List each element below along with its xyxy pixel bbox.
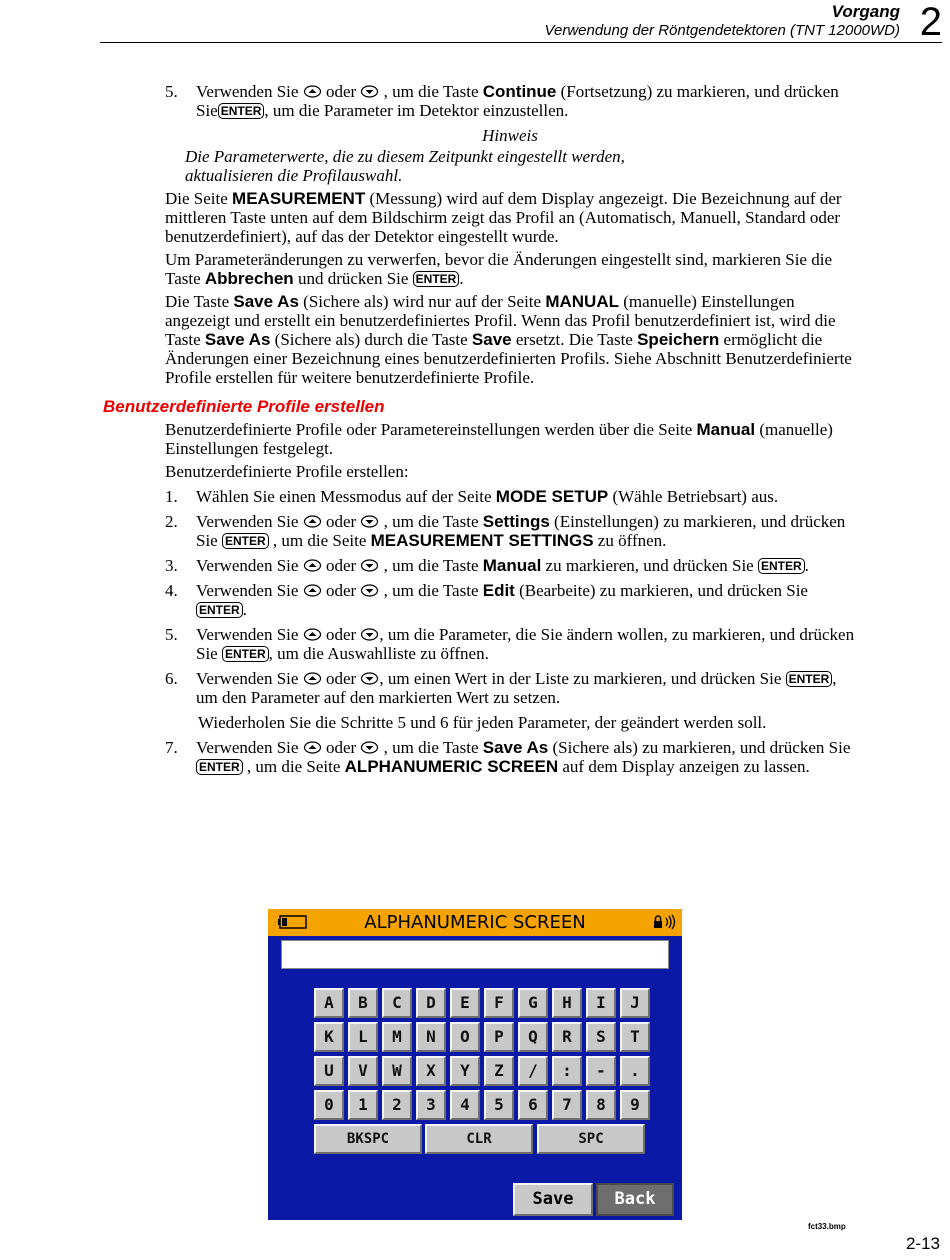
paragraph-discard: Um Parameteränderungen zu verwerfen, bevor die Änderungen eingestellt sind, markieren Sie die Taste Abbrechen und drücken Sie ENTER .	[165, 250, 833, 288]
alphanumeric-screen	[268, 909, 682, 1220]
keyboard-key[interactable]: 8	[586, 1090, 616, 1120]
paragraph-save-as: Die Taste Save As (Sichere als) wird nur auf der Seite MANUAL (manuelle) Einstellungen angezeigt und erstellt ein benutzerdefiniertes Profil. Wenn das Profil benutzerdefiniert ist, wird die Taste Save As (Sichere als) durch die Taste Save ersetzt. Die Taste Speichern ermöglicht die Änderungen einer Bezeichnung eines benutzerdefinierten Profils. Siehe Abschnitt Benutzerdefinierte Profile erstellen für weitere benutzerdefinierte Profile.	[165, 292, 852, 387]
keyboard-key[interactable]: N	[416, 1022, 446, 1052]
down-arrow-icon	[360, 672, 379, 685]
keyboard-key[interactable]: Q	[518, 1022, 548, 1052]
keyboard-key[interactable]: Y	[450, 1056, 480, 1086]
keyboard-key[interactable]: T	[620, 1022, 650, 1052]
clear-key[interactable]: CLR	[425, 1124, 533, 1154]
figure-id: fct33.bmp	[808, 1222, 846, 1231]
keyboard-key[interactable]: C	[382, 988, 412, 1018]
keyboard-key[interactable]: M	[382, 1022, 412, 1052]
page-number: 2-13	[905, 1234, 940, 1253]
down-arrow-icon	[360, 628, 379, 641]
step-1: 1. Wählen Sie einen Messmodus auf der Seite MODE SETUP (Wähle Betriebsart) aus.	[165, 487, 779, 506]
note-heading: Hinweis	[482, 126, 538, 145]
header-subtitle: Verwendung der Röntgendetektoren (TNT 12000WD)	[544, 22, 900, 39]
save-button[interactable]: Save	[513, 1183, 593, 1216]
step-5-continue: 5. Verwenden Sie oder , um die Taste Continue (Fortsetzung) zu markieren, und drücken Sie ENTER , um die Parameter im Detektor einzustellen.	[165, 82, 839, 120]
enter-key-icon: ENTER	[196, 602, 243, 618]
keyboard-key[interactable]: K	[314, 1022, 344, 1052]
up-arrow-icon	[303, 559, 322, 572]
keyboard-key[interactable]: 4	[450, 1090, 480, 1120]
keyboard-key[interactable]: .	[620, 1056, 650, 1086]
step-6: 6. Verwenden Sie oder , um einen Wert in der Liste zu markieren, und drücken Sie ENTER , um den Parameter auf den markierten Wert zu setzen.	[165, 669, 837, 707]
keyboard-key[interactable]: 6	[518, 1090, 548, 1120]
step-5: 5. Verwenden Sie oder , um die Parameter, die Sie ändern wollen, zu markieren, und drücken Sie ENTER , um die Auswahlliste zu öffnen.	[165, 625, 855, 663]
enter-key-icon: ENTER	[758, 558, 805, 574]
screen-title: ALPHANUMERIC SCREEN	[364, 912, 586, 933]
keyboard-key[interactable]: 2	[382, 1090, 412, 1120]
up-arrow-icon	[303, 85, 322, 98]
keyboard-key[interactable]: A	[314, 988, 344, 1018]
paragraph-measurement: Die Seite MEASUREMENT (Messung) wird auf dem Display angezeigt. Die Bezeichnung auf der mittleren Taste unten auf dem Bildschirm zeigt das Profil an (Automatisch, Manuell, Standard oder benutzerdefiniert), auf das der Detektor eingestellt wurde.	[165, 189, 842, 246]
keyboard-key[interactable]: W	[382, 1056, 412, 1086]
down-arrow-icon	[360, 584, 379, 597]
keyboard-key[interactable]: U	[314, 1056, 344, 1086]
keyboard-key[interactable]: S	[586, 1022, 616, 1052]
step-7: 7. Verwenden Sie oder , um die Taste Save As (Sichere als) zu markieren, und drücken Sie ENTER , um die Seite ALPHANUMERIC SCREEN auf dem Display anzeigen zu lassen.	[165, 738, 851, 776]
keyboard-key[interactable]: J	[620, 988, 650, 1018]
keyboard-key[interactable]: I	[586, 988, 616, 1018]
enter-key-icon: ENTER	[222, 533, 269, 549]
keyboard-key[interactable]: E	[450, 988, 480, 1018]
keyboard-key[interactable]: B	[348, 988, 378, 1018]
keyboard-key[interactable]: R	[552, 1022, 582, 1052]
step-3: 3. Verwenden Sie oder , um die Taste Manual zu markieren, und drücken Sie ENTER .	[165, 556, 809, 575]
keyboard-key[interactable]: 0	[314, 1090, 344, 1120]
down-arrow-icon	[360, 559, 379, 572]
step-4: 4. Verwenden Sie oder , um die Taste Edit (Bearbeite) zu markieren, und drücken Sie ENTER .	[165, 581, 808, 619]
back-button[interactable]: Back	[596, 1183, 674, 1216]
document-body	[103, 82, 855, 782]
down-arrow-icon	[360, 515, 379, 528]
section-heading: Benutzerdefinierte Profile erstellen	[103, 397, 385, 416]
down-arrow-icon	[360, 85, 379, 98]
space-key[interactable]: SPC	[537, 1124, 645, 1154]
keyboard-key[interactable]: 5	[484, 1090, 514, 1120]
up-arrow-icon	[303, 741, 322, 754]
keyboard-key[interactable]: 1	[348, 1090, 378, 1120]
up-arrow-icon	[303, 672, 322, 685]
up-arrow-icon	[303, 628, 322, 641]
keyboard-key[interactable]: X	[416, 1056, 446, 1086]
header-rule	[100, 42, 942, 43]
keyboard-key[interactable]: 3	[416, 1090, 446, 1120]
keyboard-key[interactable]: H	[552, 988, 582, 1018]
header-title: Vorgang	[831, 2, 900, 21]
chapter-number: 2	[919, 0, 942, 44]
keyboard-key[interactable]: Z	[484, 1056, 514, 1086]
enter-key-icon: ENTER	[222, 646, 269, 662]
repeat-note: Wiederholen Sie die Schritte 5 und 6 für jeden Parameter, der geändert werden soll.	[198, 713, 767, 732]
lock-signal-icon	[652, 914, 678, 930]
keyboard-key[interactable]: V	[348, 1056, 378, 1086]
backspace-key[interactable]: BKSPC	[314, 1124, 422, 1154]
keyboard-key[interactable]: P	[484, 1022, 514, 1052]
enter-key-icon: ENTER	[786, 671, 833, 687]
up-arrow-icon	[303, 584, 322, 597]
keyboard-key[interactable]: -	[586, 1056, 616, 1086]
text-entry-field[interactable]	[281, 940, 669, 969]
up-arrow-icon	[303, 515, 322, 528]
paragraph-custom-profiles: Benutzerdefinierte Profile oder Parametereinstellungen werden über die Seite Manual (manuelle) Einstellungen festgelegt.	[165, 420, 833, 458]
keyboard-key[interactable]: 9	[620, 1090, 650, 1120]
keyboard-key[interactable]: D	[416, 988, 446, 1018]
enter-key-icon: ENTER	[218, 103, 265, 119]
keyboard-key[interactable]: 7	[552, 1090, 582, 1120]
enter-key-icon: ENTER	[413, 271, 460, 287]
step-2: 2. Verwenden Sie oder , um die Taste Settings (Einstellungen) zu markieren, und drücken Sie ENTER , um die Seite MEASUREMENT SETTINGS zu öffnen.	[165, 512, 846, 550]
enter-key-icon: ENTER	[196, 759, 243, 775]
keyboard-key[interactable]: F	[484, 988, 514, 1018]
keyboard-key[interactable]: O	[450, 1022, 480, 1052]
keyboard-key[interactable]: G	[518, 988, 548, 1018]
down-arrow-icon	[360, 741, 379, 754]
keyboard-key[interactable]: :	[552, 1056, 582, 1086]
paragraph-intro: Benutzerdefinierte Profile erstellen:	[165, 462, 409, 481]
note-text: Die Parameterwerte, die zu diesem Zeitpunkt eingestellt werden, aktualisieren die Profilauswahl.	[185, 147, 625, 185]
keyboard-key[interactable]: L	[348, 1022, 378, 1052]
keyboard-key[interactable]: /	[518, 1056, 548, 1086]
screen-title-bar	[268, 909, 682, 936]
